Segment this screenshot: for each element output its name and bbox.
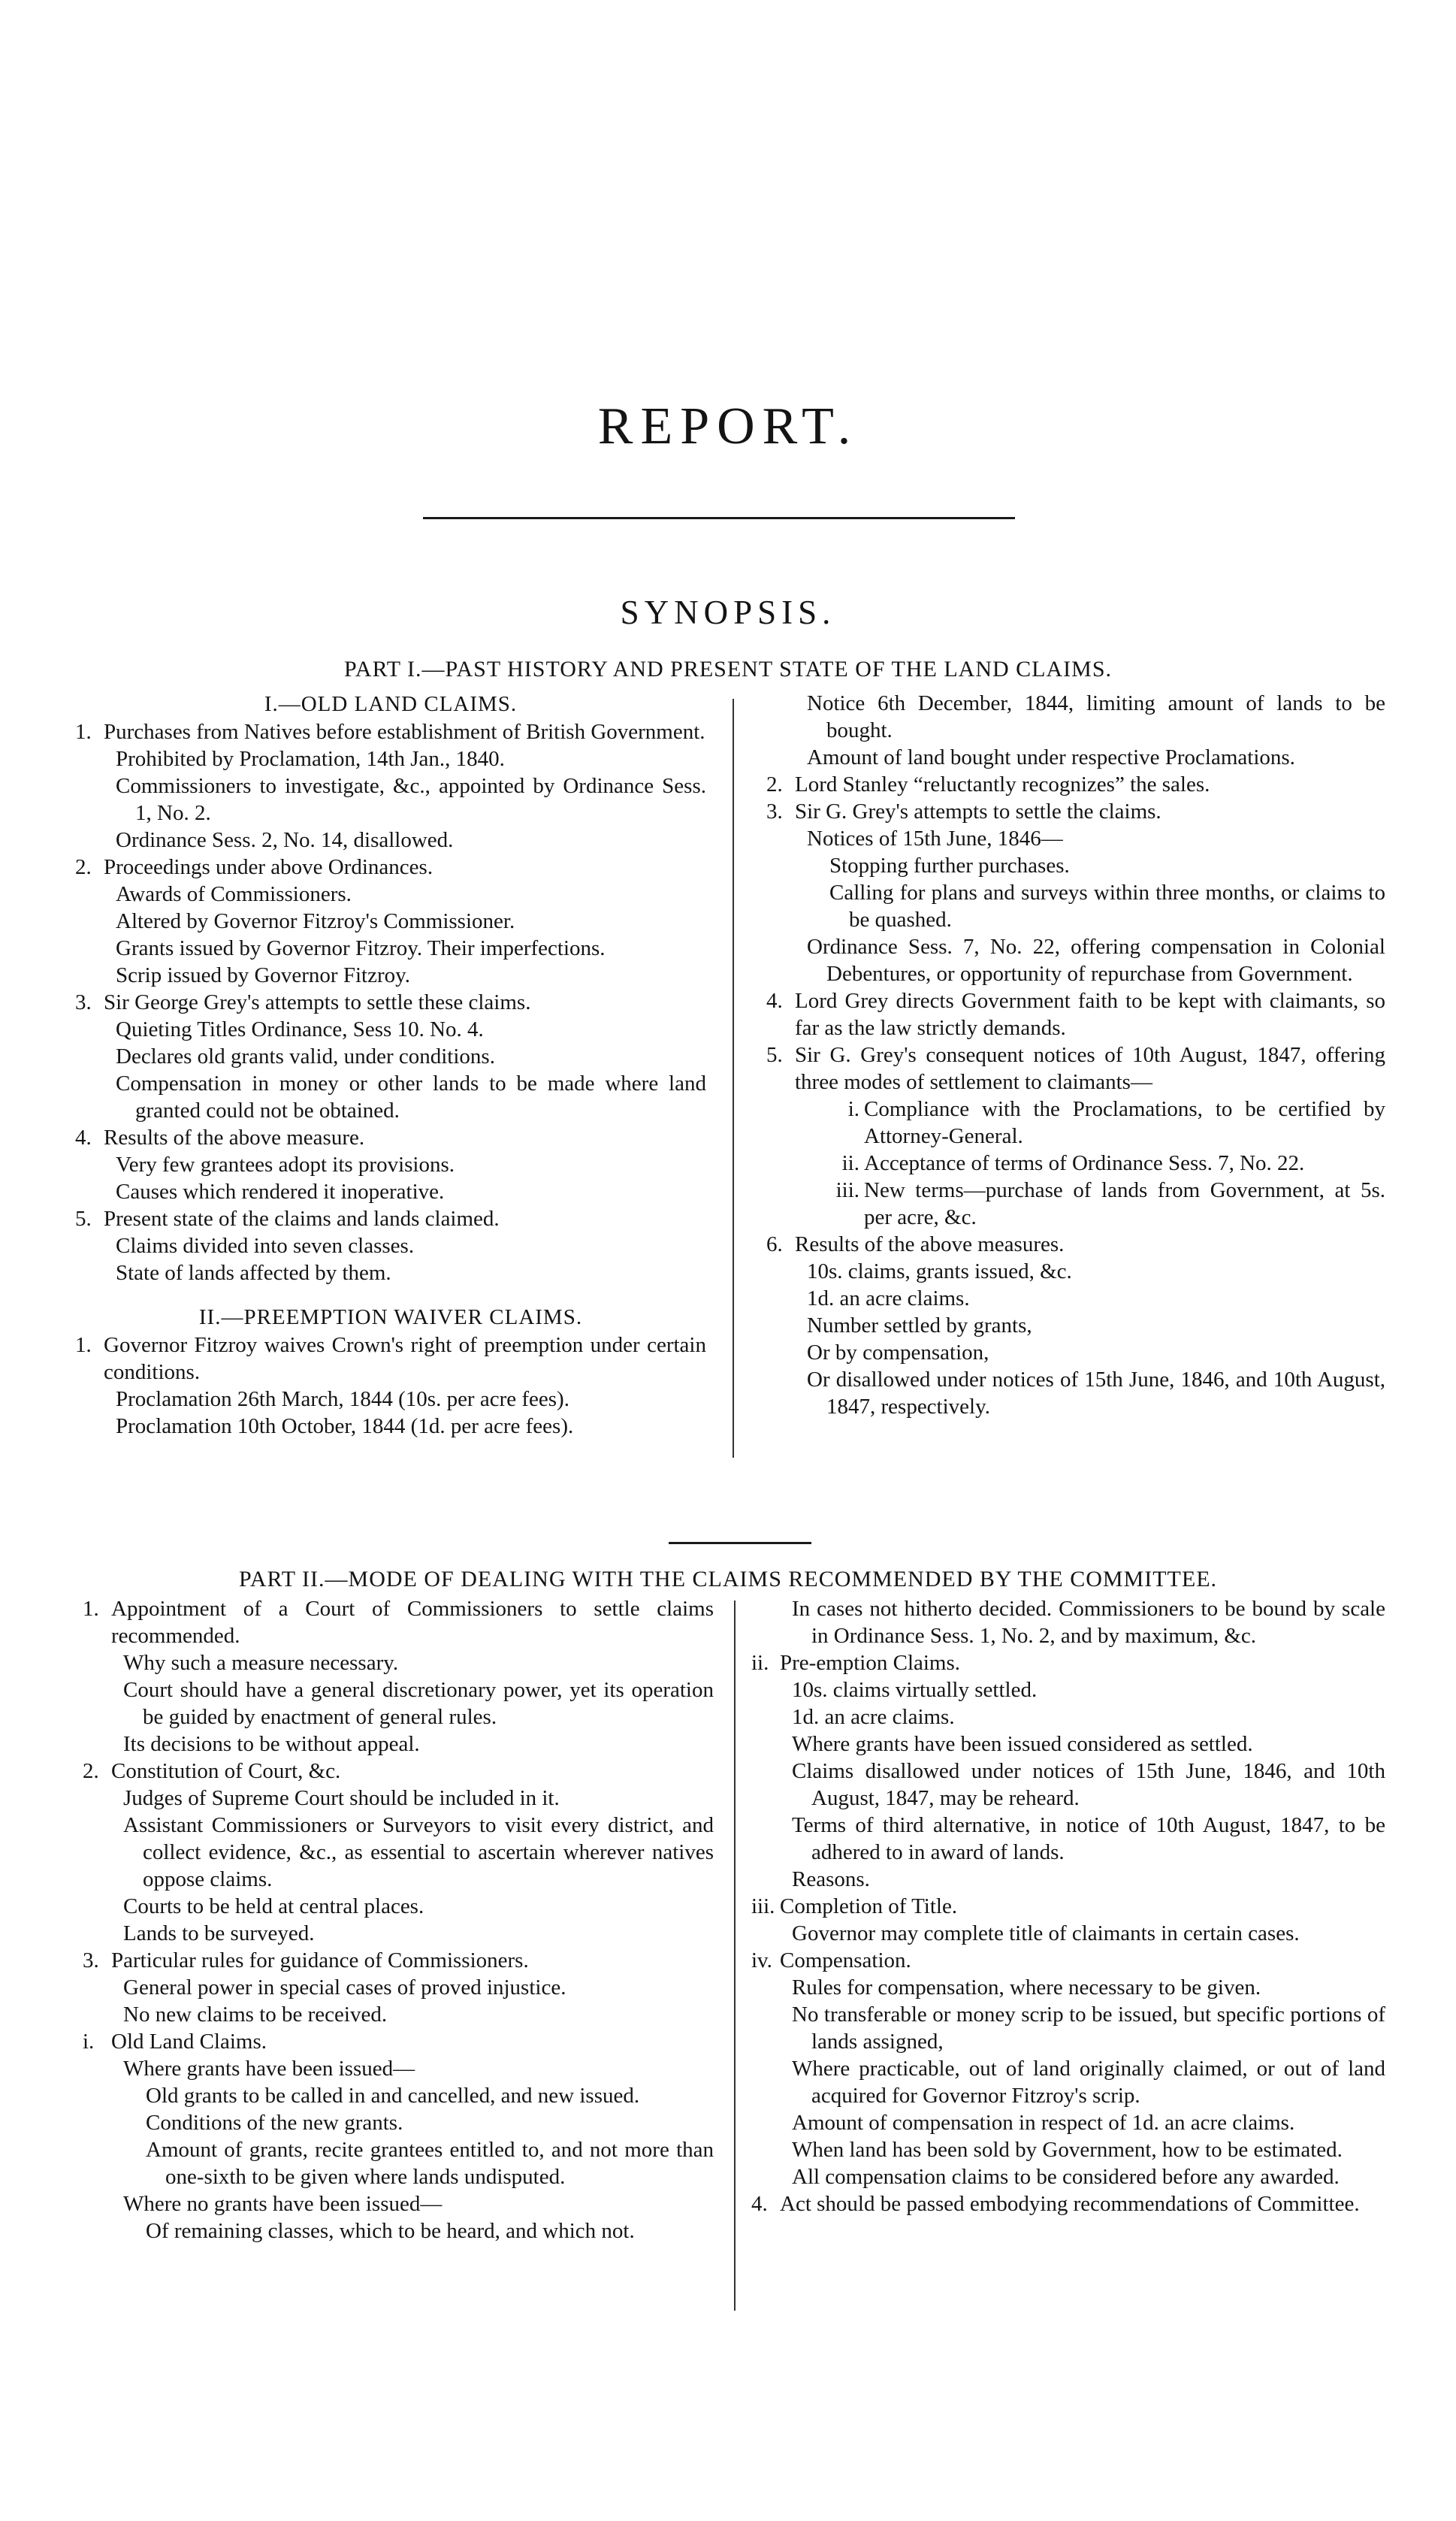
item-line: Reasons. <box>792 1867 870 1891</box>
item-line: Number settled by grants, <box>807 1313 1032 1338</box>
item-line: Very few grantees adopt its provisions. <box>116 1153 455 1177</box>
part2-heading: PART II.—MODE OF DEALING WITH THE CLAIMS RECOMMENDED BY THE COMMITTEE. <box>238 1567 1218 1591</box>
part2-item-4 <box>751 2190 1385 2217</box>
preemption-item-1 <box>75 1332 706 1386</box>
item-number: 6. <box>766 1232 783 1256</box>
mode-text: Acceptance of terms of Ordinance Sess. 7, No. 22. <box>864 1151 1305 1175</box>
item-line: Court should have a general discretionary power, yet its operation be guided by enactment of general rules. <box>123 1678 714 1729</box>
part2-sub-ii <box>751 1649 1385 1676</box>
part2-sub-iv <box>751 1947 1385 1974</box>
item-number: 1. <box>75 1333 92 1357</box>
item-line: Conditions of the new grants. <box>146 2111 403 2135</box>
item-line: Scrip issued by Governor Fitzroy. <box>116 963 410 987</box>
part1-right-column <box>766 690 1385 1420</box>
item-line: 1d. an acre claims. <box>807 1286 970 1310</box>
item-line: Commissioners to investigate, &c., appointed by Ordinance Sess. 1, No. 2. <box>116 774 706 825</box>
item-number: i. <box>83 2030 95 2054</box>
part2-item-3 <box>83 1947 714 1974</box>
column-divider <box>734 1601 736 2311</box>
item-line: Ordinance Sess. 7, No. 22, offering compensation in Colonial Debentures, or opportunity of repurchase from Government. <box>807 935 1385 986</box>
item-line: No transferable or money scrip to be issued, but specific portions of lands assigned, <box>792 2003 1385 2054</box>
preemption-waiver-heading: II.—PREEMPTION WAIVER CLAIMS. <box>198 1305 583 1329</box>
item-line: Proclamation 26th March, 1844 (10s. per acre fees). <box>116 1387 569 1411</box>
item-line: No new claims to be received. <box>123 2003 388 2027</box>
item-title: Results of the above measure. <box>104 1126 365 1150</box>
item-title: Purchases from Natives before establishment of British Government. <box>104 720 705 744</box>
settlement-mode <box>766 1150 1385 1177</box>
item-line: When land has been sold by Government, how to be estimated. <box>792 2138 1343 2162</box>
item-line: Or disallowed under notices of 15th June, 1846, and 10th August, 1847, respectively. <box>807 1368 1385 1419</box>
item-number: 4. <box>75 1126 92 1150</box>
part2-left-column <box>83 1595 714 2244</box>
item-number: 4. <box>751 2192 768 2216</box>
item-number: 3. <box>766 800 783 824</box>
item-line: Notice 6th December, 1844, limiting amount of lands to be bought. <box>807 691 1385 742</box>
settlement-mode <box>766 1096 1385 1150</box>
item-line: General power in special cases of proved injustice. <box>123 1975 566 2000</box>
item-line: Declares old grants valid, under conditions. <box>116 1044 495 1069</box>
item-line: State of lands affected by them. <box>116 1261 391 1285</box>
item-line: Grants issued by Governor Fitzroy. Their imperfections. <box>116 936 606 960</box>
part2-sub-iii <box>751 1893 1385 1920</box>
part1-item-5 <box>75 1205 706 1232</box>
settlement-mode <box>766 1177 1385 1231</box>
old-land-claims-heading: I.—OLD LAND CLAIMS. <box>264 692 518 716</box>
item-title: Particular rules for guidance of Commissioners. <box>111 1948 529 1972</box>
item-title: Appointment of a Court of Commissioners to settle claims recommended. <box>111 1597 714 1648</box>
item-line: All compensation claims to be considered before any awarded. <box>792 2165 1340 2189</box>
item-line: Compensation in money or other lands to be made where land granted could not be obtained. <box>116 1072 706 1123</box>
item-title: Pre-emption Claims. <box>780 1651 961 1675</box>
item-line: Why such a measure necessary. <box>123 1651 399 1675</box>
part1-item-4 <box>75 1124 706 1151</box>
item-line: Lands to be surveyed. <box>123 1921 315 1945</box>
item-number: 3. <box>83 1948 99 1972</box>
part2-item-2 <box>83 1758 714 1785</box>
item-line: Awards of Commissioners. <box>116 882 352 906</box>
mode-number: i. <box>847 1097 859 1121</box>
item-line: Assistant Commissioners or Surveyors to visit every district, and collect evidence, &c., as essential to ascertain wherever natives oppose claims. <box>123 1813 714 1891</box>
item-line: Altered by Governor Fitzroy's Commissioner. <box>116 909 515 933</box>
item-number: ii. <box>751 1651 769 1675</box>
item-title: Sir George Grey's attempts to settle these claims. <box>104 990 531 1014</box>
item-line: Ordinance Sess. 2, No. 14, disallowed. <box>116 828 454 852</box>
item-line: Proclamation 10th October, 1844 (1d. per acre fees). <box>116 1414 574 1438</box>
item-number: 2. <box>83 1759 99 1783</box>
column-divider <box>733 699 734 1458</box>
item-number: 5. <box>75 1207 92 1231</box>
item-number: iv. <box>751 1948 772 1972</box>
section-rule <box>669 1542 811 1544</box>
item-line: Calling for plans and surveys within three months, or claims to be quashed. <box>829 881 1385 932</box>
item-title: Completion of Title. <box>780 1894 958 1918</box>
part1-heading: PART I.—PAST HISTORY AND PRESENT STATE OF THE LAND CLAIMS. <box>343 657 1113 682</box>
item-line: Its decisions to be without appeal. <box>123 1732 420 1756</box>
item-number: 2. <box>766 772 783 797</box>
mode-number: iii. <box>835 1178 859 1202</box>
item-number: 2. <box>75 855 92 879</box>
item-number: 3. <box>75 990 92 1014</box>
item-line: Notices of 15th June, 1846— <box>807 827 1063 851</box>
report-title: REPORT. <box>597 397 859 455</box>
item-title: Act should be passed embodying recommendations of Committee. <box>780 2192 1360 2216</box>
item-line: Courts to be held at central places. <box>123 1894 424 1918</box>
item-line: Quieting Titles Ordinance, Sess 10. No. 4. <box>116 1017 484 1041</box>
item-line: Rules for compensation, where necessary to be given. <box>792 1975 1261 2000</box>
item-line: Amount of compensation in respect of 1d. an acre claims. <box>792 2111 1295 2135</box>
item-line: Stopping further purchases. <box>829 854 1070 878</box>
item-line: 1d. an acre claims. <box>792 1705 955 1729</box>
item-line: Causes which rendered it inoperative. <box>116 1180 445 1204</box>
part1-item-3 <box>75 989 706 1016</box>
item-line: Where grants have been issued— <box>123 2057 415 2081</box>
mode-text: Compliance with the Proclamations, to be certified by Attorney-General. <box>864 1097 1385 1148</box>
item-number: iii. <box>751 1894 775 1918</box>
item-title: Sir G. Grey's attempts to settle the claims. <box>795 800 1161 824</box>
mode-text: New terms—purchase of lands from Government, at 5s. per acre, &c. <box>864 1178 1385 1229</box>
item-title: Old Land Claims. <box>111 2030 267 2054</box>
item-line: 10s. claims virtually settled. <box>792 1678 1038 1702</box>
item-line: In cases not hitherto decided. Commissioners to be bound by scale in Ordinance Sess. 1, No. 2, and by maximum, &c. <box>792 1597 1385 1648</box>
item-line: Of remaining classes, which to be heard, and which not. <box>146 2219 635 2243</box>
item-title: Governor Fitzroy waives Crown's right of preemption under certain conditions. <box>104 1333 706 1384</box>
item-title: Results of the above measures. <box>795 1232 1065 1256</box>
item-number: 5. <box>766 1043 783 1067</box>
part1-right-item-3 <box>766 798 1385 825</box>
part1-right-item-4 <box>766 987 1385 1041</box>
item-title: Compensation. <box>780 1948 911 1972</box>
item-number: 4. <box>766 989 783 1013</box>
item-line: Prohibited by Proclamation, 14th Jan., 1840. <box>116 747 505 771</box>
item-line: Claims disallowed under notices of 15th June, 1846, and 10th August, 1847, may be reheard. <box>792 1759 1385 1810</box>
part1-left-column <box>75 690 706 1440</box>
item-line: Where practicable, out of land originally claimed, or out of land acquired for Governor Fitzroy's scrip. <box>792 2057 1385 2108</box>
item-title: Sir G. Grey's consequent notices of 10th August, 1847, offering three modes of settlement to claimants— <box>795 1043 1385 1094</box>
item-line: Judges of Supreme Court should be included in it. <box>123 1786 560 1810</box>
item-title: Lord Grey directs Government faith to be kept with claimants, so far as the law strictly demands. <box>795 989 1385 1040</box>
item-title: Lord Stanley “reluctantly recognizes” the sales. <box>795 772 1210 797</box>
part1-right-item-6 <box>766 1231 1385 1258</box>
mode-number: ii. <box>841 1151 859 1175</box>
part1-item-1 <box>75 718 706 745</box>
item-line: Amount of land bought under respective Proclamations. <box>807 745 1295 769</box>
part2-item-1 <box>83 1595 714 1649</box>
item-title: Constitution of Court, &c. <box>111 1759 341 1783</box>
item-line: Where grants have been issued considered as settled. <box>792 1732 1253 1756</box>
item-line: Governor may complete title of claimants in certain cases. <box>792 1921 1300 1945</box>
item-line: 10s. claims, grants issued, &c. <box>807 1259 1072 1283</box>
synopsis-title: SYNOPSIS. <box>620 594 836 631</box>
item-line: Or by compensation, <box>807 1341 989 1365</box>
item-number: 1. <box>83 1597 99 1621</box>
title-rule <box>423 517 1015 519</box>
item-line: Old grants to be called in and cancelled, and new issued. <box>146 2084 640 2108</box>
part2-sub-i <box>83 2028 714 2055</box>
item-line: Claims divided into seven classes. <box>116 1234 415 1258</box>
item-number: 1. <box>75 720 92 744</box>
item-title: Proceedings under above Ordinances. <box>104 855 433 879</box>
item-title: Present state of the claims and lands claimed. <box>104 1207 500 1231</box>
part2-right-column <box>751 1595 1385 2217</box>
item-line: Terms of third alternative, in notice of 10th August, 1847, to be adhered to in award of lands. <box>792 1813 1385 1864</box>
item-line: Amount of grants, recite grantees entitled to, and not more than one-sixth to be given where lands undisputed. <box>146 2138 714 2189</box>
part1-right-item-5 <box>766 1041 1385 1096</box>
part1-right-item-2 <box>766 771 1385 798</box>
part1-item-2 <box>75 854 706 881</box>
item-line: Where no grants have been issued— <box>123 2192 443 2216</box>
